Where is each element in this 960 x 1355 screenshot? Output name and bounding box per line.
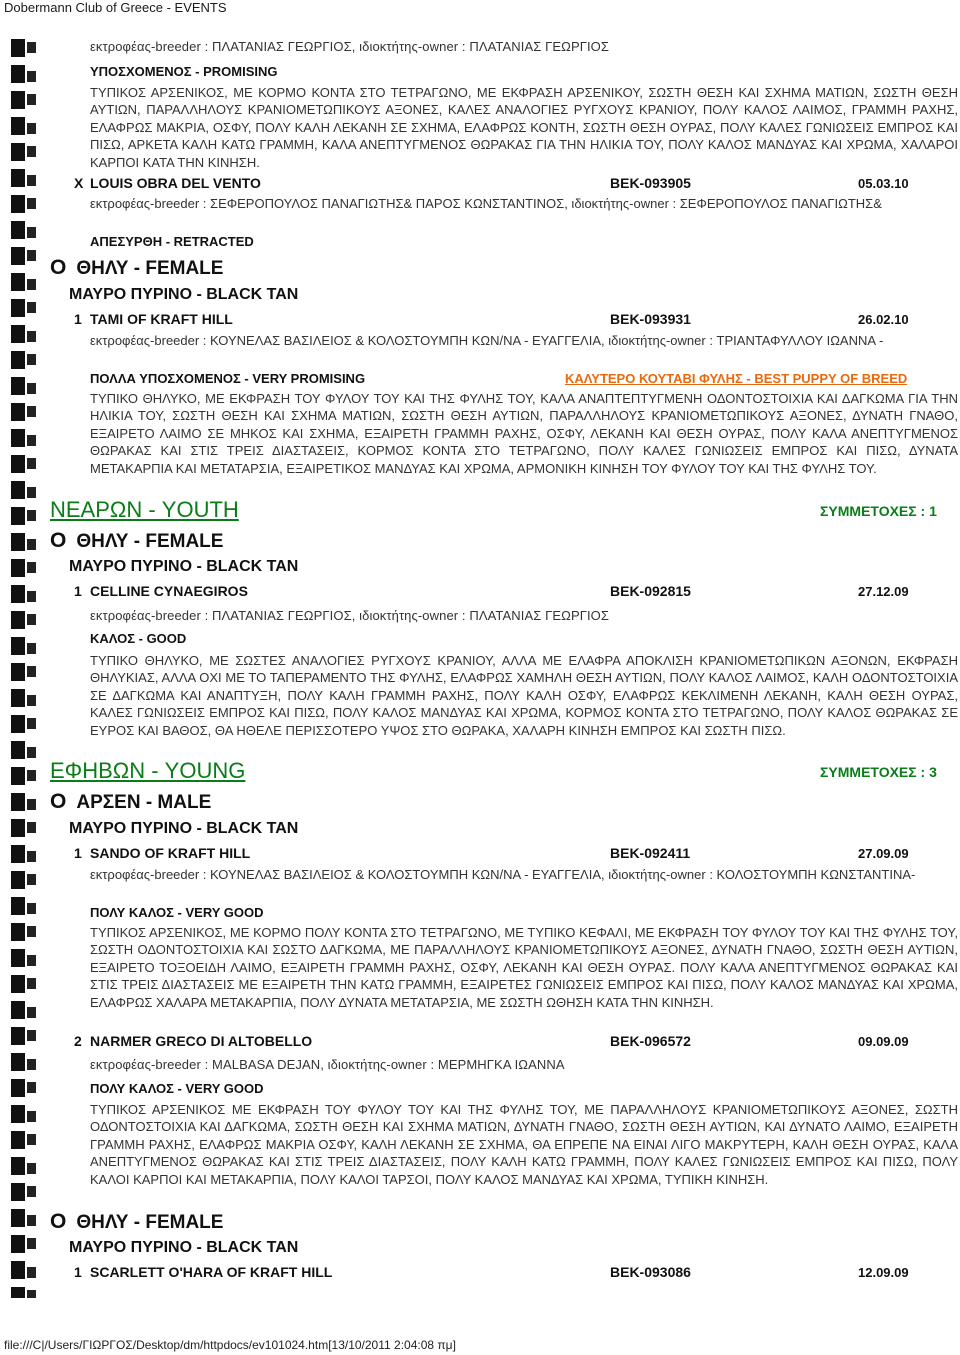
sex-heading-text: ΘΗΛΥ - FEMALE — [76, 531, 224, 552]
binding-mark — [11, 143, 25, 161]
dog-name: SCARLETT O'HARA OF KRAFT HILL — [90, 1264, 333, 1280]
binding-mark — [11, 403, 25, 421]
judge-comment-text: εκτροφέας-breeder : ΚΟΥΝΕΛΑΣ ΒΑΣΙΛΕΙΟΣ & ΚΟΛΟΣΤΟΥΜΠΗ ΚΩΝ/ΝΑ - ΕΥΑΓΓΕΛΙΑ, ιδιοκτήτης-owner : ΤΡΙΑΝΤΑΦΥΛΛΟΥ ΙΩΑΝΝΑ - — [90, 333, 884, 348]
binding-mark — [27, 1267, 36, 1278]
binding-mark — [27, 874, 36, 885]
binding-mark — [11, 871, 25, 889]
judge-comment-text: εκτροφέας-breeder : ΚΟΥΝΕΛΑΣ ΒΑΣΙΛΕΙΟΣ & ΚΟΛΟΣΤΟΥΜΠΗ ΚΩΝ/ΝΑ - ΕΥΑΓΓΕΛΙΑ, ιδιοκτήτης-owner : ΚΟΛΟΣΤΟΥΜΠΗ ΚΩΝΣΤΑΝΤΙΝΑ- — [90, 867, 916, 882]
sex-marker: O — [50, 256, 67, 279]
binding-mark — [27, 227, 36, 238]
birth-date: 09.09.09 — [858, 1034, 909, 1049]
binding-mark — [11, 533, 25, 551]
binding-mark — [11, 377, 25, 395]
binding-mark — [27, 146, 36, 157]
placement-number: 2 — [74, 1033, 82, 1049]
judge-comment — [90, 390, 958, 477]
birth-date: 05.03.10 — [858, 176, 909, 191]
sex-heading-text: ΘΗΛΥ - FEMALE — [76, 1212, 224, 1233]
binding-mark — [27, 1082, 36, 1093]
sex-marker: O — [50, 790, 67, 813]
grade-label: ΠΟΛΛΑ ΥΠΟΣΧΟΜΕΝΟΣ - VERY PROMISING — [90, 371, 366, 386]
binding-mark — [27, 383, 36, 394]
color-heading: ΜΑΥΡΟ ΠΥΡΙΝΟ - BLACK TAN — [69, 820, 299, 837]
registration-number: BEK-093931 — [610, 311, 691, 327]
judge-comment — [90, 332, 958, 349]
binding-mark — [27, 903, 36, 914]
judge-comment-text: ΤΥΠΙΚΟΣ ΑΡΣΕΝΙΚΟΣ, ΜΕ ΚΟΡΜΟ ΚΟΝΤΑ ΣΤΟ ΤΕΤΡΑΓΩΝΟ, ΜΕ ΕΚΦΡΑΣΗ ΑΡΣΕΝΙΚΟΥ, ΣΩΣΤΗ ΘΕΣΗ ΚΑΙ ΣΧΗΜΑ ΜΑΤΙΩΝ, ΣΩΣΤΗ ΘΕΣΗ ΑΥΤΙΩΝ, ΠΑΡΑΛΛΗΛΟΥΣ ΚΡΑΝΙΟΜΕΤΩΠΙΚΟΥΣ ΑΞΟΝΕΣ, ΚΑΛΕΣ ΑΝΑΛΟΓΙΕΣ ΡΥΓΧΟΥΣ ΚΡΑΝΙΟΥ, ΠΟΛΥ ΚΑΛΟΣ ΛΑΙΜΟΣ, ΓΡΑΜΜΗ ΡΑΧΗΣ, ΕΛΑΦΡΩΣ ΜΑΚΡΙΑ, ΟΣΦΥ, ΠΟΛΥ ΚΑΛΗ ΛΕΚΑΝΗ ΣΕ ΣΧΗΜΑ, ΕΛΑΦΡΩΣ ΚΟΝΤΗ, ΣΩΣΤΗ ΘΕΣΗ ΟΥΡΑΣ, ΠΟΛΥ ΚΑΛΕΣ ΓΩΝΙΩΣΕΙΣ ΕΜΠΡΟΣ ΚΑΙ ΠΙΣΩ, ΑΡΚΕΤΑ ΚΑΛΗ ΚΑΤΩ ΓΡΑΜΜΗ, ΚΑΛΑ ΑΝΕΠΤΥΓΜΕΝΟΣ ΘΩΡΑΚΑΣ ΓΙΑ ΤΗΝ ΗΛΙΚΙΑ ΤΟΥ, ΠΟΛΥ ΚΑΛΟΣ ΜΑΝΔΥΑΣ ΚΑΙ ΧΡΩΜΑ, ΧΑΛΑΡΟΙ ΚΑΡΠΟΙ ΚΑΤΑ ΤΗΝ ΚΙΝΗΣΗ. — [90, 85, 958, 170]
grade-label: ΥΠΟΣΧΟΜΕΝΟΣ - PROMISING — [90, 64, 278, 79]
binding-mark — [27, 250, 36, 261]
binding-mark — [11, 1001, 25, 1019]
binding-mark — [11, 1235, 25, 1253]
binding-mark — [27, 302, 36, 313]
binding-mark — [11, 429, 25, 447]
binding-mark — [27, 770, 36, 781]
judge-comment — [90, 195, 958, 212]
birth-date: 27.09.09 — [858, 846, 909, 861]
grade-label: ΚΑΛΟΣ - GOOD — [90, 631, 187, 646]
registration-number: BEK-093905 — [610, 175, 691, 191]
sex-heading — [50, 790, 211, 814]
binding-mark — [27, 71, 36, 82]
grade-label: ΑΠΕΣΥΡΘΗ - RETRACTED — [90, 234, 254, 249]
binding-mark — [27, 695, 36, 706]
binding-mark — [11, 299, 25, 317]
binding-mark — [11, 689, 25, 707]
binding-mark — [11, 923, 25, 941]
binding-mark — [11, 1261, 25, 1279]
judge-comment — [90, 866, 958, 883]
binding-mark — [27, 539, 36, 550]
binding-mark — [11, 819, 25, 837]
binding-mark — [11, 1079, 25, 1097]
binding-mark — [11, 1157, 25, 1175]
binding-mark — [11, 793, 25, 811]
sex-heading-text: ΘΗΛΥ - FEMALE — [76, 258, 224, 279]
binding-mark — [27, 198, 36, 209]
binding-mark — [27, 591, 36, 602]
binding-mark — [11, 221, 25, 239]
binding-mark — [27, 1215, 36, 1226]
placement-number: 1 — [74, 311, 82, 327]
binding-mark — [11, 169, 25, 187]
sex-heading — [50, 529, 223, 553]
binding-mark — [27, 614, 36, 625]
breeder-owner-line: εκτροφέας-breeder : ΠΛΑΤΑΝΙΑΣ ΓΕΩΡΓΙΟΣ, ιδιοκτήτης-owner : ΠΛΑΤΑΝΙΑΣ ΓΕΩΡΓΙΟΣ — [90, 608, 610, 623]
binding-mark — [27, 1030, 36, 1041]
grade-label: ΠΟΛΥ ΚΑΛΟΣ - VERY GOOD — [90, 1081, 264, 1096]
binding-mark — [27, 978, 36, 989]
grade-label: ΠΟΛΥ ΚΑΛΟΣ - VERY GOOD — [90, 905, 264, 920]
binding-mark — [11, 637, 25, 655]
binding-mark — [27, 42, 36, 53]
judge-comment — [90, 1101, 958, 1188]
registration-number: BEK-092815 — [610, 583, 691, 599]
binding-mark — [27, 94, 36, 105]
binding-mark — [11, 455, 25, 473]
dog-name: SANDO OF KRAFT HILL — [90, 845, 251, 861]
binding-mark — [27, 1238, 36, 1249]
judge-comment — [90, 924, 958, 1011]
binding-mark — [27, 175, 36, 186]
binding-mark — [11, 65, 25, 83]
dog-name: TAMI OF KRAFT HILL — [90, 311, 233, 327]
binding-mark — [11, 715, 25, 733]
placement-number: 1 — [74, 583, 82, 599]
color-heading: ΜΑΥΡΟ ΠΥΡΙΝΟ - BLACK TAN — [69, 1239, 299, 1256]
binding-mark — [27, 331, 36, 342]
dog-name: CELLINE CYNAEGIROS — [90, 583, 248, 599]
binding-mark — [11, 949, 25, 967]
binding-mark — [27, 643, 36, 654]
judge-comment — [90, 84, 958, 171]
judge-comment-text: ΤΥΠΙΚΟ ΘΗΛΥΚΟ, ΜΕ ΣΩΣΤΕΣ ΑΝΑΛΟΓΙΕΣ ΡΥΓΧΟΥΣ ΚΡΑΝΙΟΥ, ΑΛΛΑ ΜΕ ΕΛΑΦΡΑ ΑΠΟΚΛΙΣΗ ΚΡΑΝΙΟΜΕΤΩΠΙΚΩΝ ΑΞΟΝΩΝ, ΕΚΦΡΑΣΗ ΘΗΛΥΚΙΑΣ, ΑΛΛΑ ΟΧΙ ΜΕ ΤΟ ΤΑΠΕΡΑΜΕΝΤΟ ΤΗΣ ΦΥΛΗΣ, ΕΛΑΦΡΩΣ ΧΑΜΗΛΗ ΘΕΣΗ ΑΥΤΙΩΝ, ΠΟΛΥ ΚΑΛΟΣ ΛΑΙΜΟΣ, ΚΑΛΗ ΟΔΟΝΤΟΣΤΟΙΧΙΑ ΣΕ ΔΑΓΚΩΜΑ ΚΑΙ ΑΝΑΠΤΥΞΗ, ΠΟΛΥ ΚΑΛΗ ΓΡΑΜΜΗ ΡΑΧΗΣ, ΠΟΛΥ ΚΑΛΗ ΟΣΦΥ, ΕΛΑΦΡΩΣ ΚΕΚΛΙΜΕΝΗ ΛΕΚΑΝΗ, ΚΑΛΗ ΘΕΣΗ ΟΥΡΑΣ, ΚΑΛΕΣ ΓΩΝΙΩΣΕΙΣ ΕΜΠΡΟΣ ΚΑΙ ΠΙΣΩ, ΠΟΛΥ ΚΑΛΟΣ ΜΑΝΔΥΑΣ ΚΑΙ ΧΡΩΜΑ, ΚΟΡΜΟΣ ΚΟΝΤΑ ΣΤΟ ΤΕΤΡΑΓΩΝΟ, ΠΟΛΥ ΚΑΛΟΣ ΘΩΡΑΚΑΣ ΣΕ ΕΥΡΟΣ ΚΑΙ ΒΑΘΟΣ, ΘΑ ΗΘΕΛΕ ΠΕΡΙΣΣΟΤΕΡΟ ΥΨΟΣ ΣΤΟ ΘΩΡΑΚΑ, ΧΑΛΑΡΗ ΚΙΝΗΣΗ ΕΜΠΡΟΣ ΚΑΙ ΣΩΣΤΗ ΠΙΣΩ. — [90, 653, 958, 738]
binding-mark — [27, 562, 36, 573]
class-heading: ΕΦΗΒΩΝ - YOUNG — [50, 758, 246, 783]
binding-mark — [27, 1134, 36, 1145]
binding-mark — [27, 510, 36, 521]
binding-mark — [11, 663, 25, 681]
birth-date: 12.09.09 — [858, 1265, 909, 1280]
binding-mark — [11, 195, 25, 213]
binding-mark — [11, 767, 25, 785]
placement-number: 1 — [74, 1264, 82, 1280]
sex-marker: O — [50, 529, 67, 552]
binding-mark — [11, 507, 25, 525]
binding-mark — [11, 741, 25, 759]
binding-mark — [27, 799, 36, 810]
breeder-owner-line: εκτροφέας-breeder : MALBASA DEJAN, ιδιοκτήτης-owner : ΜΕΡΜΗΓΚΑ ΙΩΑΝΝΑ — [90, 1057, 565, 1072]
class-heading: ΝΕΑΡΩΝ - YOUTH — [50, 497, 239, 522]
binding-mark — [27, 1186, 36, 1197]
binding-mark — [27, 435, 36, 446]
binding-mark — [27, 1290, 36, 1298]
binding-mark — [11, 325, 25, 343]
binding-mark — [27, 123, 36, 134]
placement-number: 1 — [74, 845, 82, 861]
binding-mark — [27, 1111, 36, 1122]
judge-comment — [90, 652, 958, 739]
binding-mark — [27, 354, 36, 365]
binding-mark — [27, 279, 36, 290]
dog-name: LOUIS OBRA DEL VENTO — [90, 175, 261, 191]
color-heading: ΜΑΥΡΟ ΠΥΡΙΝΟ - BLACK TAN — [69, 286, 299, 303]
registration-number: BEK-092411 — [610, 845, 691, 861]
binding-mark — [11, 1287, 25, 1298]
binding-mark — [11, 897, 25, 915]
registration-number: BEK-093086 — [610, 1264, 691, 1280]
binding-mark — [11, 585, 25, 603]
binding-mark — [11, 1027, 25, 1045]
sex-heading-text: ΑΡΣΕΝ - MALE — [76, 792, 212, 813]
binding-mark — [27, 955, 36, 966]
binding-mark — [27, 1163, 36, 1174]
binding-mark — [11, 351, 25, 369]
binding-mark — [11, 1105, 25, 1123]
sex-heading — [50, 256, 223, 280]
binding-mark — [11, 247, 25, 265]
award-label: ΚΑΛΥΤΕΡΟ ΚΟΥΤΑΒΙ ΦΥΛΗΣ - BEST PUPPY OF BREED — [565, 371, 908, 386]
judge-comment-text: εκτροφέας-breeder : ΣΕΦΕΡΟΠΟΥΛΟΣ ΠΑΝΑΓΙΩΤΗΣ& ΠΑΡΟΣ ΚΩΝΣΤΑΝΤΙΝΟΣ, ιδιοκτήτης-owner : ΣΕΦΕΡΟΠΟΥΛΟΣ ΠΑΝΑΓΙΩΤΗΣ& — [90, 196, 882, 211]
binding-mark — [11, 611, 25, 629]
binding-mark — [27, 1059, 36, 1070]
birth-date: 27.12.09 — [858, 584, 909, 599]
binding-mark — [11, 273, 25, 291]
entries-count: ΣΥΜΜΕΤΟΧΕΣ : 1 — [820, 503, 937, 519]
binding-mark — [27, 1007, 36, 1018]
sex-marker: O — [50, 1210, 67, 1233]
binding-mark — [27, 458, 36, 469]
binding-mark — [27, 718, 36, 729]
sex-heading — [50, 1210, 223, 1234]
binding-mark — [11, 975, 25, 993]
dog-name: NARMER GRECO DI ALTOBELLO — [90, 1033, 313, 1049]
judge-comment-text: ΤΥΠΙΚΟΣ ΑΡΣΕΝΙΚΟΣ, ΜΕ ΚΟΡΜΟ ΠΟΛΥ ΚΟΝΤΑ ΣΤΟ ΤΕΤΡΑΓΩΝΟ, ΜΕ ΤΥΠΙΚΟ ΚΕΦΑΛΙ, ΜΕ ΕΚΦΡΑΣΗ ΤΟΥ ΦΥΛΟΥ ΤΟΥ ΚΑΙ ΤΗΣ ΦΥΛΗΣ ΤΟΥ, ΣΩΣΤΗ ΟΔΟΝΤΟΣΤΟΙΧΙΑ ΚΑΙ ΣΩΣΤΟ ΔΑΓΚΩΜΑ, ΜΕ ΠΑΡΑΛΛΗΛΟΥΣ ΚΡΑΝΙΟΜΕΤΩΠΙΚΟΥΣ ΑΞΟΝΕΣ, ΔΥΝΑΤΗ ΓΝΑΘΟ, ΣΩΣΤΗ ΘΕΣΗ ΑΥΤΙΩΝ, ΕΞΑΙΡΕΤΟ ΤΟΞΟΕΙΔΗ ΛΑΙΜΟ, ΕΞΑΙΡΕΤΗ ΓΡΑΜΜΗ ΡΑΧΗΣ, ΟΣΦΥ, ΛΕΚΑΝΗ ΚΑΙ ΘΕΣΗ ΟΥΡΑΣ. ΠΟΛΥ ΚΑΛΑ ΑΝΕΠΤΥΓΜΕΝΟΣ ΘΩΡΑΚΑΣ ΚΑΙ ΣΤΙΣ ΤΡΕΙΣ ΔΙΑΣΤΑΣΕΙΣ ΜΕ ΕΞΑΙΡΕΤΗ ΤΗΝ ΚΑΤΩ ΓΡΑΜΜΗ, ΕΞΑΙΡΕΤΕΣ ΓΩΝΙΩΣΕΙΣ ΕΜΠΡΟΣ ΚΑΙ ΠΙΣΩ, ΠΟΛΥ ΚΑΛΟΣ ΜΑΝΔΥΑΣ ΚΑΙ ΧΡΩΜΑ, ΕΛΑΦΡΩΣ ΧΑΛΑΡΑ ΜΕΤΑΚΑΡΠΙΑ, ΠΟΛΥ ΔΥΝΑΤΑ ΜΕΤΑΤΑΡΣΙΑ, ΜΕ ΣΩΣΤΗ ΩΘΗΣΗ ΚΑΤΑ ΤΗΝ ΚΙΝΗΣΗ. — [90, 925, 958, 1010]
binding-mark — [11, 481, 25, 499]
binding-mark — [27, 926, 36, 937]
window-title: Dobermann Club of Greece - EVENTS — [4, 0, 227, 15]
breeder-owner-line: εκτροφέας-breeder : ΠΛΑΤΑΝΙΑΣ ΓΕΩΡΓΙΟΣ, ιδιοκτήτης-owner : ΠΛΑΤΑΝΙΑΣ ΓΕΩΡΓΙΟΣ — [90, 39, 610, 54]
binding-mark — [11, 1183, 25, 1201]
binding-mark — [11, 91, 25, 109]
registration-number: BEK-096572 — [610, 1033, 691, 1049]
binding-mark — [27, 487, 36, 498]
binding-mark — [11, 1209, 25, 1227]
binding-mark — [11, 845, 25, 863]
binding-mark — [27, 851, 36, 862]
binding-mark — [11, 559, 25, 577]
binding-mark — [11, 1131, 25, 1149]
binding-mark — [11, 1053, 25, 1071]
binding-mark — [11, 39, 25, 57]
entries-count: ΣΥΜΜΕΤΟΧΕΣ : 3 — [820, 764, 937, 780]
binding-mark — [27, 666, 36, 677]
binding-mark — [27, 822, 36, 833]
judge-comment-text: ΤΥΠΙΚΟ ΘΗΛΥΚΟ, ΜΕ ΕΚΦΡΑΣΗ ΤΟΥ ΦΥΛΟΥ ΤΟΥ ΚΑΙ ΤΗΣ ΦΥΛΗΣ ΤΟΥ, ΚΑΛΑ ΑΝΑΠΤΕΠΤΥΓΜΕΝΗ ΟΔΟΝΤΟΣΤΟΙΧΙΑ ΚΑΙ ΔΑΓΚΩΜΑ ΓΙΑ ΤΗΝ ΗΛΙΚΙΑ ΤΟΥ, ΣΩΣΤΗ ΘΕΣΗ ΚΑΙ ΣΧΗΜΑ ΜΑΤΙΩΝ, ΣΩΣΤΗ ΘΕΣΗ ΑΥΤΙΩΝ, ΠΑΡΑΛΛΗΛΟΥΣ ΚΡΑΝΙΟΜΕΤΩΠΙΚΟΥΣ ΑΞΟΝΕΣ, ΔΥΝΑΤΗ ΓΝΑΘΟ, ΕΞΑΙΡΕΤΟ ΛΑΙΜΟ ΣΕ ΜΗΚΟΣ ΚΑΙ ΣΧΗΜΑ, ΕΞΑΙΡΕΤΗ ΓΡΑΜΜΗ ΡΑΧΗΣ, ΟΣΦΥ, ΛΕΚΑΝΗ ΚΑΙ ΘΕΣΗ ΟΥΡΑΣ, ΠΟΛΥ ΚΑΛΑ ΑΝΕΠΤΥΓΜΕΝΟΣ ΘΩΡΑΚΑΣ ΚΑΙ ΣΤΙΣ ΤΡΕΙΣ ΔΙΑΣΤΑΣΕΙΣ, ΚΟΡΜΟΣ ΚΟΝΤΑ ΣΤΟ ΤΕΤΡΑΓΩΝΟ, ΠΟΛΥ ΚΑΛΕΣ ΓΩΝΙΩΣΕΙΣ ΕΜΠΡΟΣ ΚΑΙ ΠΙΣΩ, ΔΥΝΑΤΑ ΜΕΤΑΚΑΡΠΙΑ ΚΑΙ ΜΕΤΑΤΑΡΣΙΑ, ΕΞΑΙΡΕΤΙΚΟΣ ΜΑΝΔΥΑΣ ΚΑΙ ΧΡΩΜΑ, ΑΡΜΟΝΙΚΗ ΚΙΝΗΣΗ ΤΟΥ ΦΥΛΟΥ ΤΟΥ ΚΑΙ ΤΗΣ ΦΥΛΗΣ ΤΟΥ. — [90, 391, 958, 476]
judge-comment-text: ΤΥΠΙΚΟΣ ΑΡΣΕΝΙΚΟΣ ΜΕ ΕΚΦΡΑΣΗ ΤΟΥ ΦΥΛΟΥ ΤΟΥ ΚΑΙ ΤΗΣ ΦΥΛΗΣ ΤΟΥ, ΜΕ ΠΑΡΑΛΛΗΛΟΥΣ ΚΡΑΝΙΟΜΕΤΩΠΙΚΟΥΣ ΑΞΟΝΕΣ, ΣΩΣΤΗ ΟΔΟΝΤΟΣΤΟΙΧΙΑ ΚΑΙ ΔΑΓΚΩΜΑ, ΣΩΣΤΗ ΘΕΣΗ ΚΑΙ ΣΧΗΜΑ ΜΑΤΙΩΝ, ΔΥΝΑΤΗ ΓΝΑΘΟ, ΣΩΣΤΗ ΘΕΣΗ ΑΥΤΙΩΝ, ΚΑΙ ΔΥΝΑΤΟ ΛΑΙΜΟ, ΕΞΑΙΡΕΤΗ ΓΡΑΜΜΗ ΡΑΧΗΣ, ΕΛΑΦΡΩΣ ΜΑΚΡΙΑ ΟΣΦΥ, ΚΑΛΗ ΛΕΚΑΝΗ ΣΕ ΣΧΗΜΑ, ΘΑ ΕΠΡΕΠΕ ΝΑ ΕΙΝΑΙ ΛΙΓΟ ΜΑΚΡΥΤΕΡΗ, ΚΑΛΗ ΘΕΣΗ ΟΥΡΑΣ, ΚΑΛΑ ΑΝΕΠΤΥΓΜΕΝΟΣ ΘΩΡΑΚΑΣ ΚΑΙ ΣΤΙΣ ΤΡΕΙΣ ΔΙΑΣΤΑΣΕΙΣ, ΠΟΛΥ ΚΑΛΗ ΚΑΤΩ ΓΡΑΜΜΗ, ΠΟΛΥ ΚΑΛΕΣ ΓΩΝΙΩΣΕΙΣ ΕΜΠΡΟΣ ΚΑΙ ΠΙΣΩ, ΠΟΛΥ ΚΑΛΟΙ ΚΑΡΠΟΙ ΚΑΙ ΜΕΤΑΚΑΡΠΙΑ, ΠΟΛΥ ΚΑΛΟΙ ΤΑΡΣΟΙ, ΠΟΛΥ ΚΑΛΟΣ ΜΑΝΔΥΑΣ ΚΑΙ ΧΡΩΜΑ, ΤΥΠΙΚΗ ΚΙΝΗΣΗ. — [90, 1102, 958, 1187]
footer-url: file:///C|/Users/ΓΙΩΡΓΟΣ/Desktop/dm/httpdocs/ev101024.htm[13/10/2011 2:04:08 πμ] — [4, 1338, 456, 1352]
binding-mark — [27, 406, 36, 417]
binding-mark — [27, 747, 36, 758]
color-heading: ΜΑΥΡΟ ΠΥΡΙΝΟ - BLACK TAN — [69, 558, 299, 575]
binding-mark — [11, 117, 25, 135]
binding-strip — [10, 36, 38, 1298]
birth-date: 26.02.10 — [858, 312, 909, 327]
placement-number: X — [74, 175, 84, 191]
